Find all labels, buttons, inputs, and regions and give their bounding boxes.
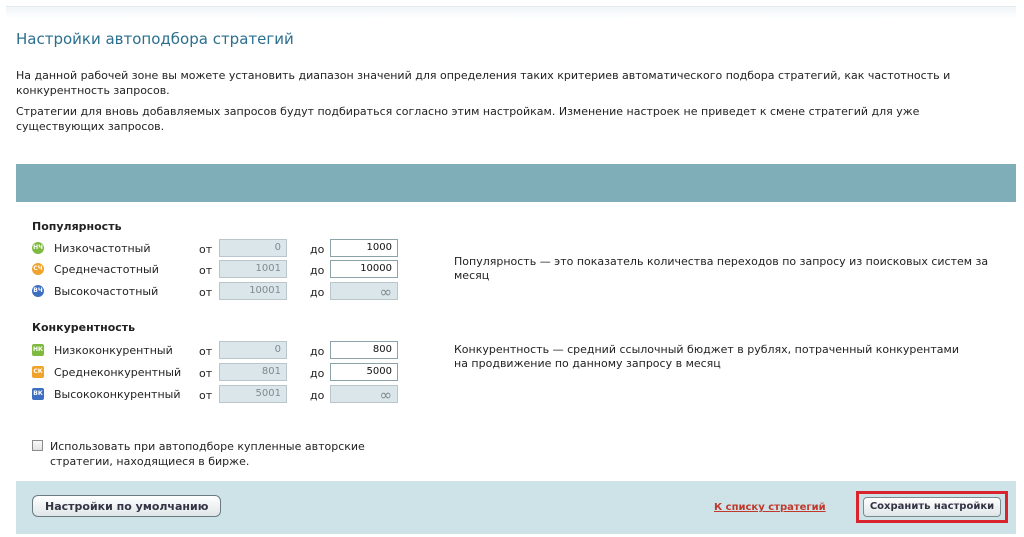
from-label: от [199,264,213,277]
popularity-note: Популярность — это показатель количества переходов по запросу из поисковых систем за месяц [454,255,989,282]
high-frequency-label: Высокочастотный [54,285,159,298]
high-competition-label: Высококонкурентный [54,388,181,401]
high-frequency-from: 10001 [219,282,287,300]
mid-frequency-icon: СЧ [32,263,44,275]
competition-title: Конкурентность [32,321,136,334]
back-to-strategies-link[interactable]: К списку стратегий [714,502,826,513]
low-frequency-from: 0 [219,239,287,257]
page-title: Настройки автоподбора стратегий [16,30,294,48]
mid-competition-icon: СК [32,366,44,378]
competition-note: Конкурентность — средний ссылочный бюджет в рублях, потраченный конкурентами на продвижение по данному запросу в месяц [454,343,959,370]
low-competition-icon: НК [32,344,44,356]
mid-frequency-from: 1001 [219,260,287,278]
mid-frequency-label: Среднечастотный [54,263,159,276]
save-settings-button[interactable]: Сохранить настройки [863,497,1001,517]
from-label: от [199,367,213,380]
low-competition-from: 0 [219,341,287,359]
high-frequency-to: ∞ [330,282,398,300]
to-label: до [310,243,325,256]
to-label: до [310,264,325,277]
footer-bar [16,481,1016,534]
low-frequency-label: Низкочастотный [54,242,151,255]
high-competition-to: ∞ [330,385,398,403]
to-label: до [310,286,325,299]
low-competition-label: Низкоконкурентный [54,344,173,357]
to-label: до [310,345,325,358]
to-label: до [310,367,325,380]
mid-competition-to[interactable]: 5000 [330,363,398,381]
save-button-highlight [856,491,1008,523]
from-label: от [199,286,213,299]
default-settings-button[interactable]: Настройки по умолчанию [32,495,221,517]
top-bar [6,6,1016,19]
popularity-title: Популярность [32,220,122,233]
from-label: от [199,345,213,358]
high-competition-from: 5001 [219,385,287,403]
description-1: На данной рабочей зоне вы можете установить диапазон значений для определения таких критериев автоматического подбора стратегий, как частотность и конкурентность запросов. [16,69,951,97]
high-frequency-icon: ВЧ [32,285,44,297]
description-2: Стратегии для вновь добавляемых запросов будут подбираться согласно этим настройкам. Изменение настроек не приведет к смене стратегий для уже существующих запросов. [16,105,920,133]
high-competition-icon: ВК [32,388,44,400]
mid-competition-from: 801 [219,363,287,381]
from-label: от [199,389,213,402]
settings-panel [6,6,1016,534]
low-frequency-icon: НЧ [32,242,44,254]
low-frequency-to[interactable]: 1000 [330,239,398,257]
mid-frequency-to[interactable]: 10000 [330,260,398,278]
from-label: от [199,243,213,256]
section-band [16,164,1016,202]
mid-competition-label: Среднеконкурентный [54,366,182,379]
use-author-strategies-label: Использовать при автоподборе купленные авторские стратегии, находящиеся в бирже. [50,440,365,468]
low-competition-to[interactable]: 800 [330,341,398,359]
to-label: до [310,389,325,402]
use-author-strategies-checkbox[interactable] [32,440,43,451]
